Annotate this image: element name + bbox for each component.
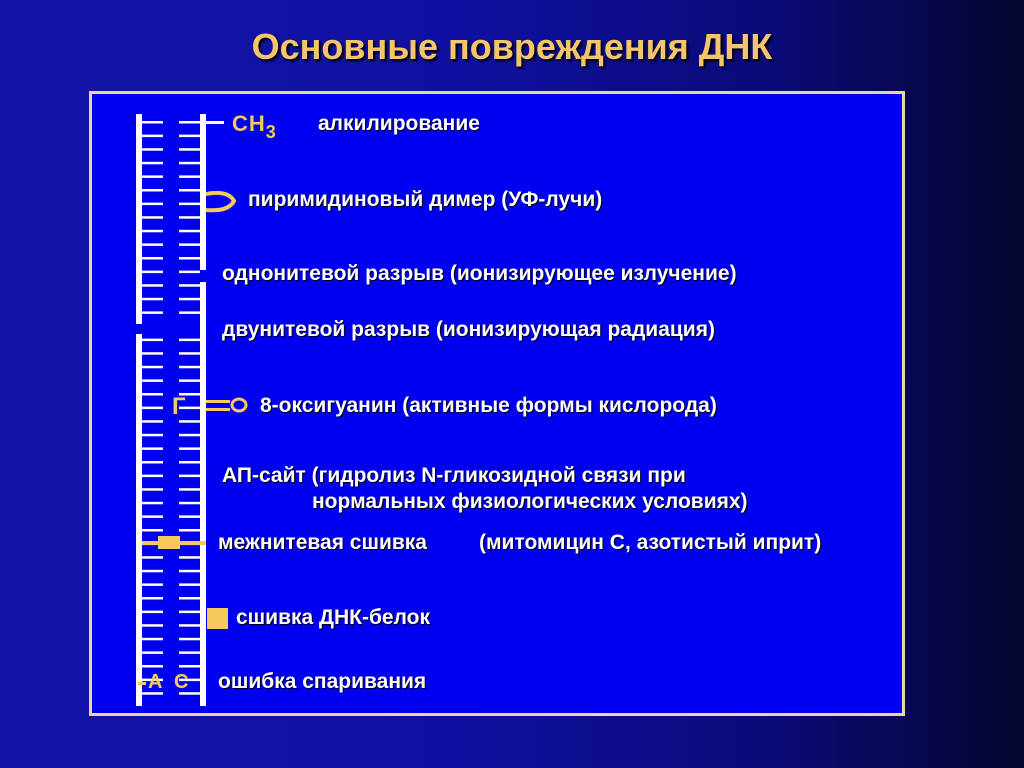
- left-rung: [142, 393, 163, 396]
- right-rung: [179, 135, 200, 138]
- label-crosslink-agents: (митомицин С, азотистый иприт): [479, 531, 822, 554]
- right-rung: [179, 611, 200, 614]
- right-rung: [179, 651, 200, 654]
- left-rung: [142, 461, 163, 464]
- right-rung: [179, 271, 200, 274]
- cytosine-mark: С: [174, 671, 189, 693]
- right-rung: [179, 339, 200, 342]
- left-rung: [142, 203, 163, 206]
- right-rung: [179, 203, 200, 206]
- right-strand-upper: [200, 114, 206, 270]
- left-rung: [142, 162, 163, 165]
- left-rung: [142, 611, 163, 614]
- right-rung: [179, 352, 200, 355]
- right-rung: [179, 311, 200, 314]
- left-rung: [142, 434, 163, 437]
- right-rung: [179, 379, 200, 382]
- left-rung: [142, 638, 163, 641]
- right-rung: [179, 175, 200, 178]
- right-rung: [179, 434, 200, 437]
- left-rung: [142, 257, 163, 260]
- right-rung: [179, 502, 200, 505]
- right-rung: [179, 638, 200, 641]
- guanine-mark: Г: [172, 393, 186, 420]
- left-rung: [142, 339, 163, 342]
- double-strand-break-gap: [130, 324, 150, 334]
- left-strand: [136, 114, 142, 706]
- right-rung: [179, 230, 200, 233]
- left-rung: [142, 556, 163, 559]
- left-rung: [142, 447, 163, 450]
- crosslink-block: [158, 536, 180, 549]
- protein-box: [207, 608, 228, 629]
- right-rung: [179, 298, 200, 301]
- right-rung: [179, 257, 200, 260]
- label-double-strand-break: двунитевой разрыв (ионизирующая радиация): [222, 318, 715, 341]
- left-rung: [142, 651, 163, 654]
- right-rung: [179, 243, 200, 246]
- ch3-connector: [206, 121, 224, 124]
- right-rung: [179, 665, 200, 668]
- left-rung: [142, 379, 163, 382]
- left-rung: [142, 121, 163, 124]
- adenine-mark: А: [148, 671, 163, 693]
- label-8-oxoguanine: 8-оксигуанин (активные формы кислорода): [260, 394, 717, 417]
- left-rung: [142, 515, 163, 518]
- left-rung: [142, 352, 163, 355]
- right-rung: [179, 366, 200, 369]
- left-rung: [142, 488, 163, 491]
- right-rung: [179, 475, 200, 478]
- oxo-o: [232, 399, 246, 411]
- oxo-bond-1: [206, 400, 230, 403]
- label-ap-site-cont: нормальных физиологических условиях): [312, 490, 748, 513]
- left-rung: [142, 284, 163, 287]
- left-rung: [142, 148, 163, 151]
- left-rung: [142, 175, 163, 178]
- label-alkylation: алкилирование: [318, 112, 480, 135]
- ch3-mark: $CH_3$: [232, 111, 277, 142]
- label-ap-site: АП-сайт (гидролиз N-гликозидной связи при: [222, 464, 686, 487]
- left-rung: [142, 570, 163, 573]
- right-rung: [179, 624, 200, 627]
- left-rung: [142, 311, 163, 314]
- label-dna-protein-crosslink: сшивка ДНК-белок: [236, 606, 431, 629]
- left-rung: [142, 243, 163, 246]
- right-rung: [179, 515, 200, 518]
- label-single-strand-break: однонитевой разрыв (ионизирующее излучение): [222, 262, 737, 285]
- left-rung: [142, 407, 163, 410]
- left-rung: [142, 366, 163, 369]
- right-rung: [179, 583, 200, 586]
- right-rung: [179, 461, 200, 464]
- right-rung: [179, 447, 200, 450]
- right-rung: [179, 148, 200, 151]
- right-rung: [179, 284, 200, 287]
- right-rung: [179, 162, 200, 165]
- left-rung: [142, 475, 163, 478]
- left-rung: [142, 529, 163, 532]
- left-rung: [142, 665, 163, 668]
- right-rung: [179, 121, 200, 124]
- right-rung: [179, 529, 200, 532]
- left-rung: [142, 583, 163, 586]
- label-pyrimidine-dimer: пиримидиновый димер (УФ-лучи): [248, 188, 603, 211]
- right-rung: [179, 216, 200, 219]
- right-strand-lower: [200, 282, 206, 706]
- left-rung: [142, 135, 163, 138]
- left-rung: [142, 597, 163, 600]
- oxo-bond-2: [206, 408, 230, 411]
- dimer-loop: [206, 193, 234, 210]
- slide-title: Основные повреждения ДНК: [251, 26, 773, 67]
- left-rung: [142, 271, 163, 274]
- left-rung: [142, 502, 163, 505]
- left-rung: [142, 624, 163, 627]
- right-rung: [179, 597, 200, 600]
- label-interstrand-crosslink: межнитевая сшивка: [218, 531, 427, 554]
- left-rung: [142, 230, 163, 233]
- left-rung: [142, 216, 163, 219]
- right-rung: [179, 570, 200, 573]
- right-rung: [179, 556, 200, 559]
- left-rung: [142, 298, 163, 301]
- left-rung: [142, 420, 163, 423]
- label-mismatch: ошибка спаривания: [218, 670, 427, 693]
- right-rung: [179, 488, 200, 491]
- mismatch-dash: [138, 682, 146, 685]
- right-rung: [179, 189, 200, 192]
- left-rung: [142, 189, 163, 192]
